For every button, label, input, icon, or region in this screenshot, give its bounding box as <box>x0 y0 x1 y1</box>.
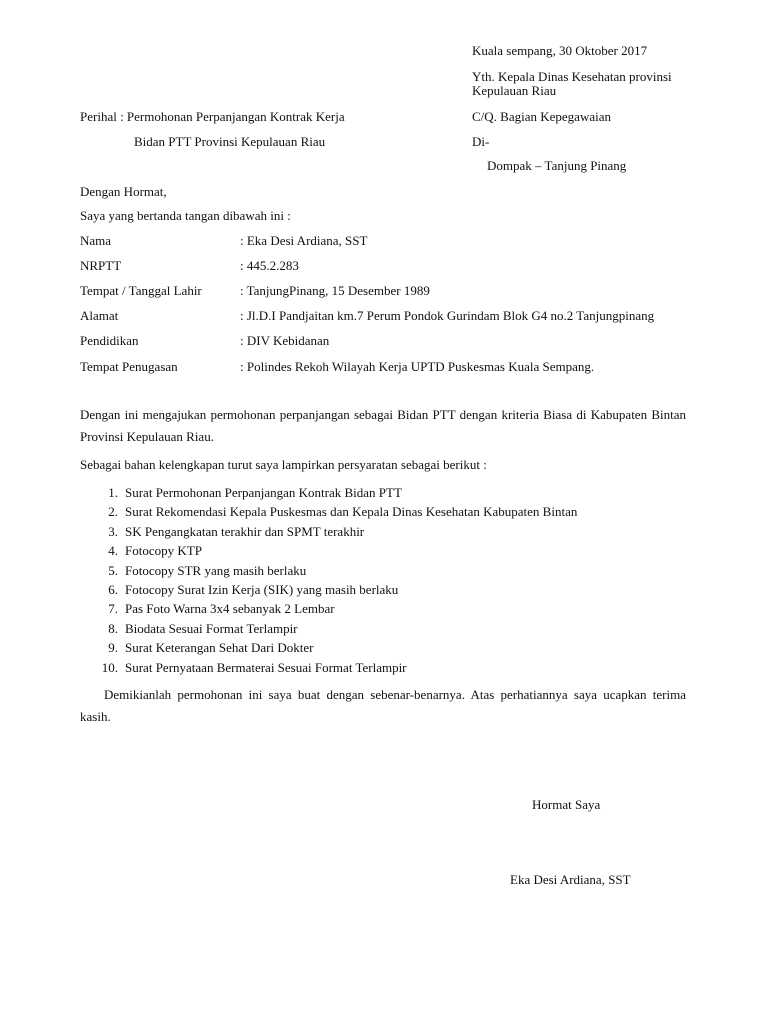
request-paragraph: Dengan ini mengajukan permohonan perpanjangan sebagai Bidan PTT dengan kriteria Biasa di Kabupaten Bintan Provinsi Kepulauan Riau. <box>80 407 686 444</box>
attachments-intro: Sebagai bahan kelengkapan turut saya lampirkan persyaratan sebagai berikut : <box>80 457 487 472</box>
list-item-text: Surat Rekomendasi Kepala Puskesmas dan Kepala Dinas Kesehatan Kabupaten Bintan <box>125 504 578 520</box>
list-item-text: Biodata Sesuai Format Terlampir <box>125 620 298 636</box>
list-item-number: 9. <box>108 640 118 656</box>
field-label-alamat: Alamat <box>80 308 119 323</box>
intro-text: Saya yang bertanda tangan dibawah ini : <box>80 208 291 223</box>
subject-line-1: Perihal : Permohonan Perpanjangan Kontrak Kerja <box>80 109 345 124</box>
signer-name: Eka Desi Ardiana, SST <box>510 872 631 887</box>
list-item-number: 10. <box>101 659 118 675</box>
field-value-pendidikan: : DIV Kebidanan <box>240 333 330 348</box>
list-item-text: Surat Permohonan Perpanjangan Kontrak Bidan PTT <box>125 485 402 500</box>
list-item-number: 6. <box>108 581 118 597</box>
place-date: Kuala sempang, 30 Oktober 2017 <box>472 43 648 58</box>
field-value-alamat: : Jl.D.I Pandjaitan km.7 Perum Pondok Gurindam Blok G4 no.2 Tanjungpinang <box>240 308 655 323</box>
cq-line: C/Q. Bagian Kepegawaian <box>472 109 611 124</box>
field-value-nrptt: : 445.2.283 <box>240 258 299 273</box>
list-item-number: 1. <box>108 485 118 500</box>
list-item-number: 7. <box>108 601 118 617</box>
list-item-number: 8. <box>108 620 118 636</box>
field-value-ttl: : TanjungPinang, 15 Desember 1989 <box>240 283 430 298</box>
di-line: Di- <box>472 134 490 149</box>
field-label-nama: Nama <box>80 233 112 248</box>
list-item-text: Pas Foto Warna 3x4 sebanyak 2 Lembar <box>125 601 335 617</box>
closing-paragraph: Demikianlah permohonan ini saya buat dengan sebenar-benarnya. Atas perhatiannya saya ucapkan terima kasih. <box>80 687 686 724</box>
field-label-nrptt: NRPTT <box>80 258 122 273</box>
subject-line-2: Bidan PTT Provinsi Kepulauan Riau <box>134 134 326 149</box>
salutation: Hormat Saya <box>532 797 601 812</box>
recipient-line-2: Kepulauan Riau <box>472 83 557 98</box>
list-item-text: Fotocopy STR yang masih berlaku <box>125 562 307 578</box>
list-item-text: SK Pengangkatan terakhir dan SPMT terakhir <box>125 523 365 539</box>
field-value-penugasan: : Polindes Rekoh Wilayah Kerja UPTD Puskesmas Kuala Sempang. <box>240 359 595 374</box>
list-item-number: 4. <box>108 543 118 559</box>
recipient-line-1: Yth. Kepala Dinas Kesehatan provinsi <box>472 69 672 84</box>
field-value-nama: : Eka Desi Ardiana, SST <box>240 233 368 248</box>
greeting: Dengan Hormat, <box>80 184 167 199</box>
list-item-number: 5. <box>108 562 118 578</box>
field-label-ttl: Tempat / Tanggal Lahir <box>80 283 202 298</box>
list-item-text: Fotocopy KTP <box>125 543 202 559</box>
list-item-number: 2. <box>108 504 118 520</box>
list-item-text: Surat Keterangan Sehat Dari Dokter <box>125 640 314 656</box>
recipient-location: Dompak – Tanjung Pinang <box>487 158 627 173</box>
field-label-penugasan: Tempat Penugasan <box>80 359 178 374</box>
list-item-text: Surat Pernyataan Bermaterai Sesuai Format Terlampir <box>125 659 407 675</box>
list-item-number: 3. <box>108 523 118 539</box>
list-item-text: Fotocopy Surat Izin Kerja (SIK) yang masih berlaku <box>125 581 399 597</box>
field-label-pendidikan: Pendidikan <box>80 333 139 348</box>
